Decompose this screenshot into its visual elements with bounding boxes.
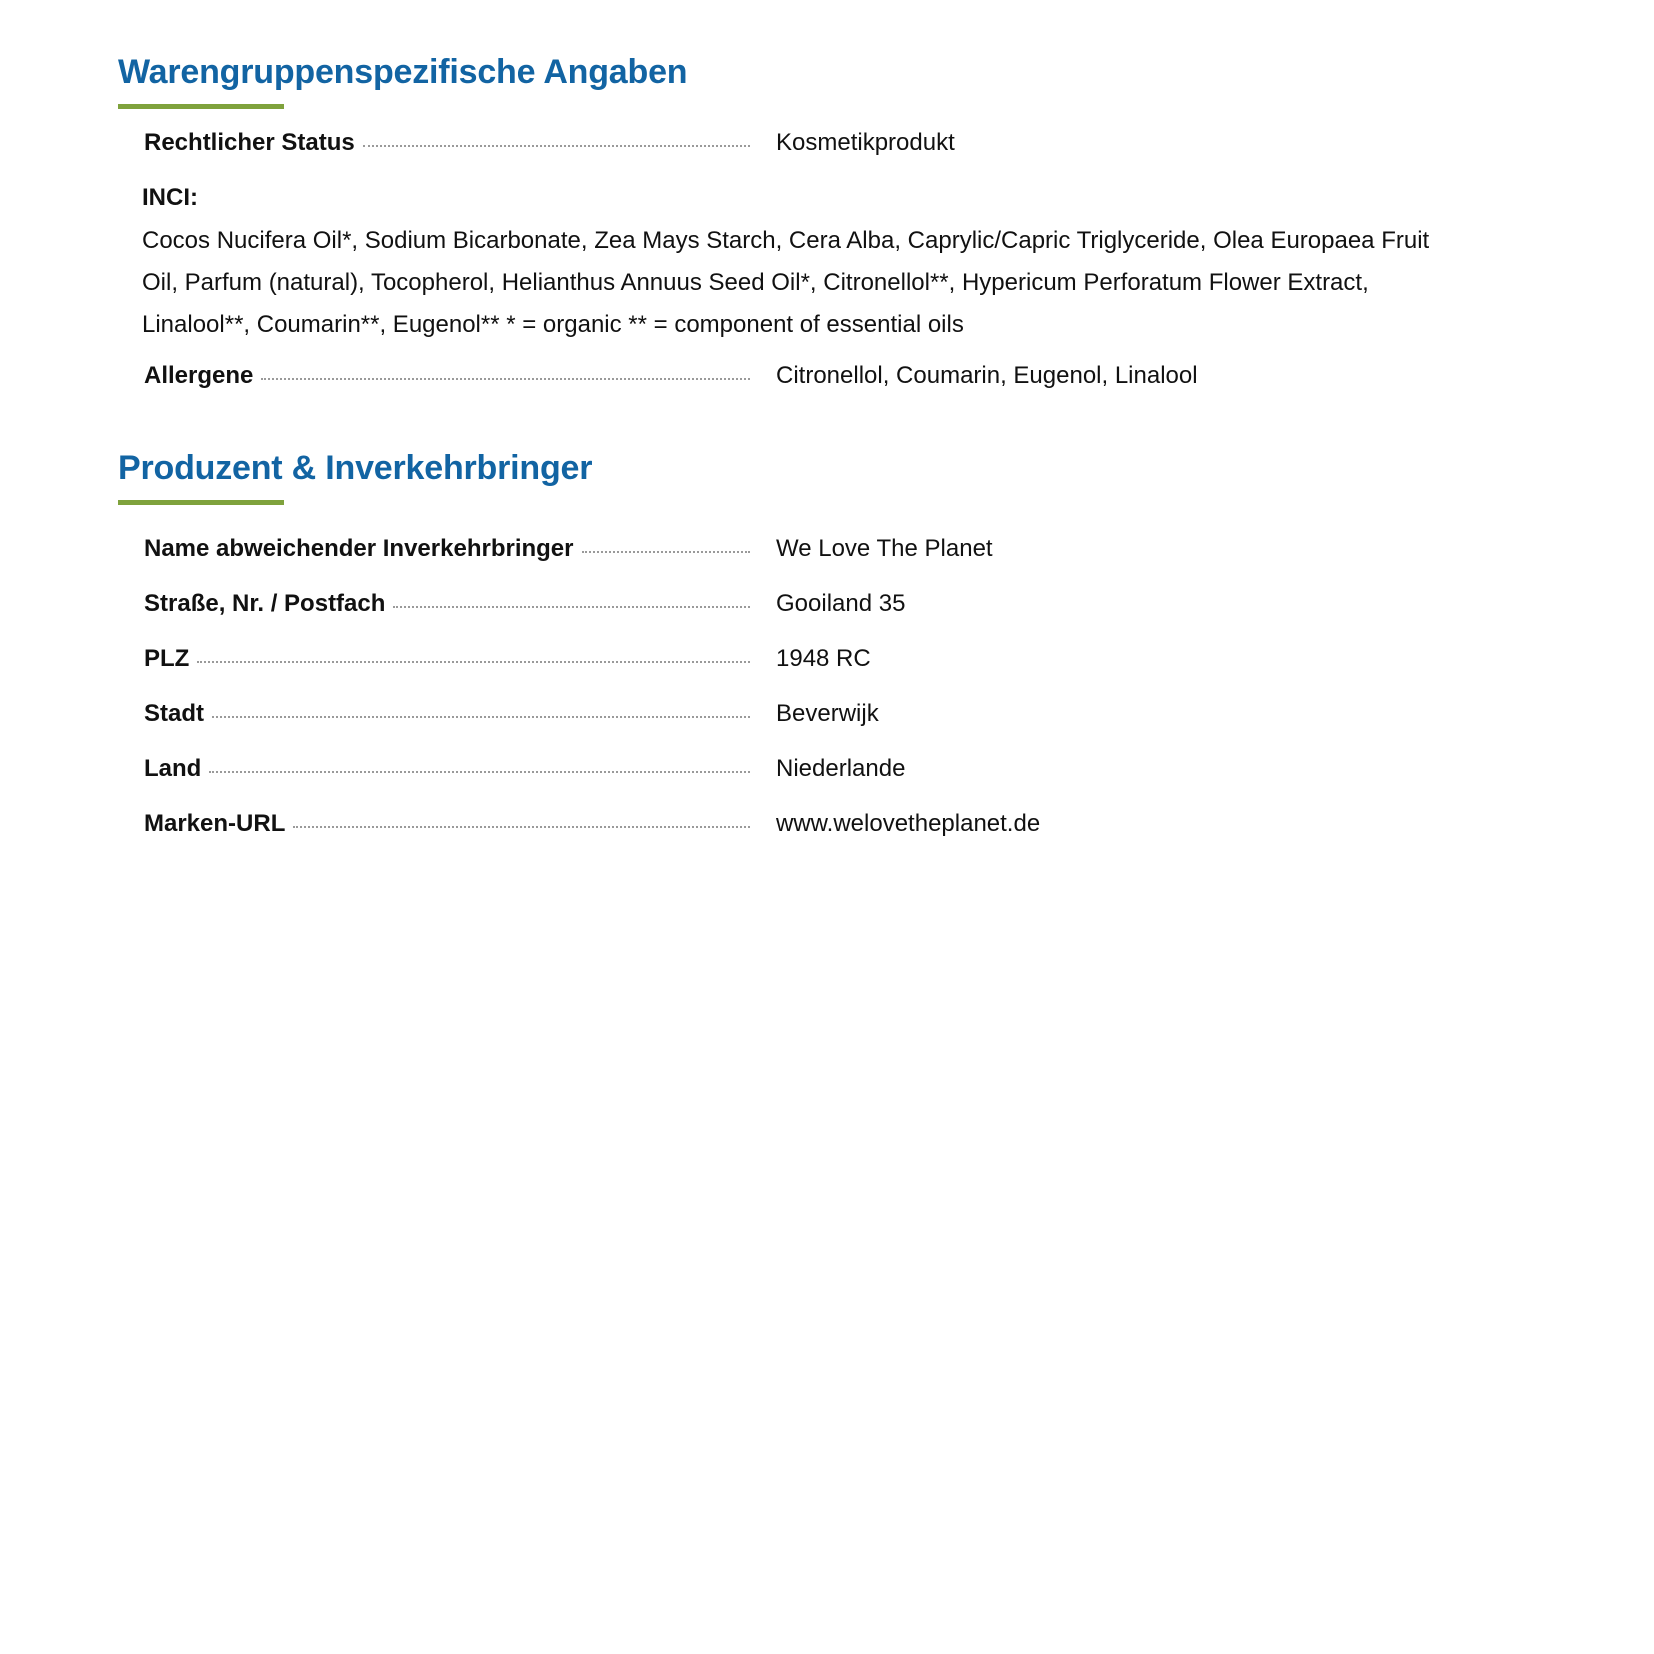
inci-title: INCI:	[142, 184, 198, 211]
zip-value: 1948 RC	[776, 645, 871, 672]
zip-label: PLZ	[144, 645, 190, 672]
legal-status-label: Rechtlicher Status	[144, 129, 355, 156]
producer-name-label: Name abweichender Inverkehrbringer	[144, 535, 574, 562]
brand-url-value: www.welovetheplanet.de	[776, 810, 1041, 837]
dotted-leader	[212, 716, 750, 718]
street-label: Straße, Nr. / Postfach	[144, 590, 386, 617]
legal-status-row	[144, 115, 1418, 170]
inci-block	[142, 180, 1432, 346]
legal-status-value: Kosmetikprodukt	[776, 129, 955, 156]
heading-underline	[118, 104, 284, 109]
country-value: Niederlande	[776, 755, 906, 782]
dotted-leader	[197, 661, 750, 663]
producer-row-brand-url	[144, 796, 1418, 851]
allergens-label: Allergene	[144, 362, 254, 389]
product-group-section	[118, 50, 1430, 403]
producer-row-city	[144, 686, 1418, 741]
producer-section	[118, 446, 1418, 851]
heading-underline	[118, 500, 284, 505]
allergens-row	[144, 348, 1418, 403]
section-heading-producer: Produzent & Inverkehrbringer	[118, 449, 593, 487]
dotted-leader	[582, 551, 751, 553]
dotted-leader	[209, 771, 750, 773]
producer-row-zip	[144, 631, 1418, 686]
producer-row-street	[144, 576, 1418, 631]
allergens-value: Citronellol, Coumarin, Eugenol, Linalool	[776, 362, 1198, 389]
dotted-leader	[261, 378, 750, 380]
dotted-leader	[363, 145, 750, 147]
producer-name-value: We Love The Planet	[776, 535, 993, 562]
brand-url-label: Marken-URL	[144, 810, 286, 837]
producer-row-name	[144, 521, 1418, 576]
section-heading-product-group: Warengruppenspezifische Angaben	[118, 53, 688, 91]
inci-ingredients: Cocos Nucifera Oil*, Sodium Bicarbonate, Zea Mays Starch, Cera Alba, Caprylic/Capric Triglyceride, Olea Europaea Fruit Oil, Parfum (natural), Tocopherol, Helianthus Annuus Seed Oil*, Citronellol**, Hypericum Perforatum Flower Extract, Linalool**, Coumarin**, Eugenol** * = organic ** = component of essential oils	[142, 227, 1430, 338]
producer-row-country	[144, 741, 1418, 796]
city-label: Stadt	[144, 700, 204, 727]
dotted-leader	[293, 826, 750, 828]
city-value: Beverwijk	[776, 700, 879, 727]
dotted-leader	[393, 606, 750, 608]
country-label: Land	[144, 755, 202, 782]
street-value: Gooiland 35	[776, 590, 906, 617]
